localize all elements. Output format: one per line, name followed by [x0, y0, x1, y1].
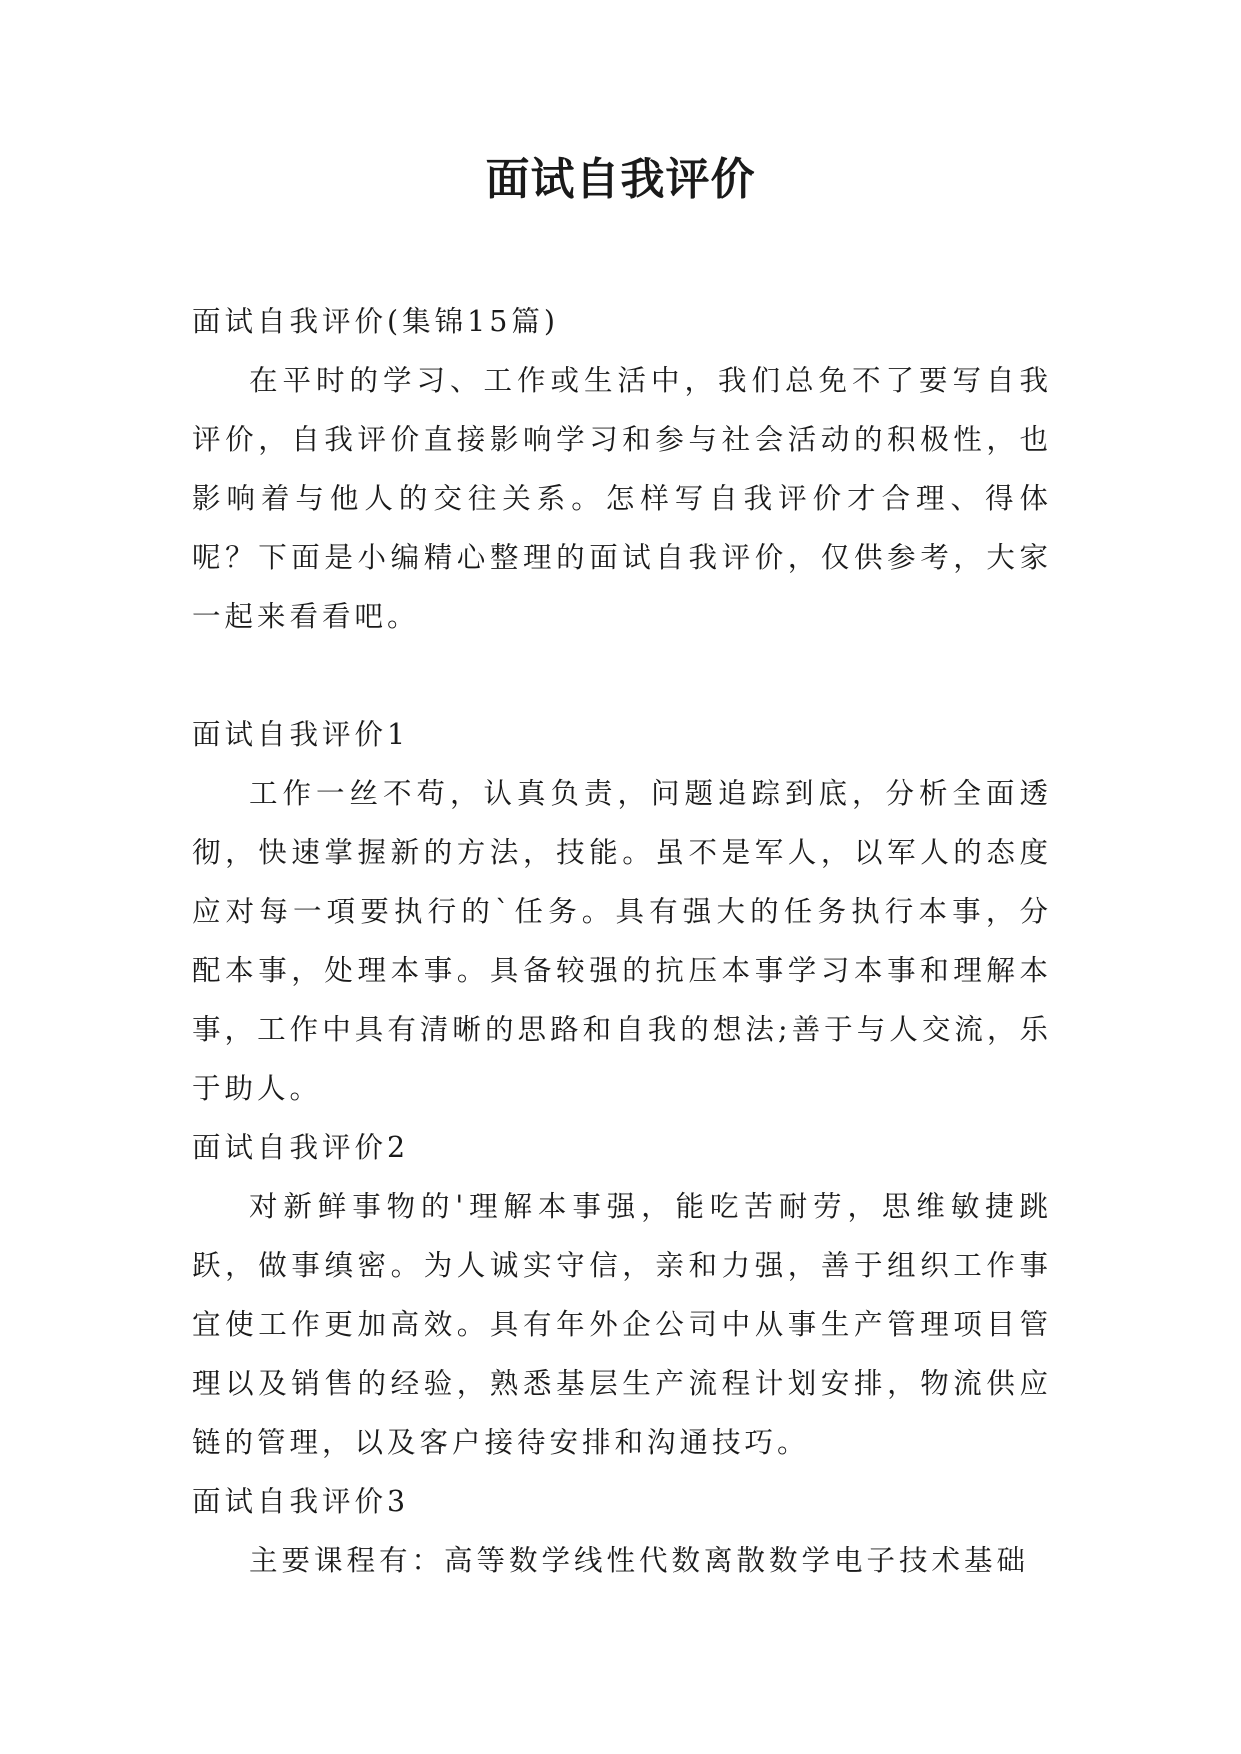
paragraph-spacer	[192, 646, 1052, 705]
document-body	[192, 292, 1052, 1590]
section-paragraph-2: 对新鲜事物的'理解本事强，能吃苦耐劳，思维敏捷跳跃，做事缜密。为人诚实守信，亲和力强，善于组织工作事宜使工作更加高效。具有年外企公司中从事生产管理项目管理以及销售的经验，熟悉基层生产流程计划安排，物流供应链的管理，以及客户接待安排和沟通技巧。	[192, 1190, 1052, 1459]
section-heading-2: 面试自我评价2	[192, 1131, 410, 1164]
section-heading-1: 面试自我评价1	[192, 718, 410, 751]
section-paragraph-3: 主要课程有：高等数学线性代数离散数学电子技术基础	[249, 1544, 1030, 1577]
document-title: 面试自我评价	[485, 154, 756, 205]
section-paragraph-1: 工作一丝不苟，认真负责，问题追踪到底，分析全面透彻，快速掌握新的方法，技能。虽不是军人，以军人的态度应对每一項要执行的`任务。具有强大的任务执行本事，分配本事，处理本事。具备较强的抗压本事学习本事和理解本事，工作中具有清晰的思路和自我的想法;善于与人交流，乐于助人。	[192, 777, 1052, 1105]
intro-paragraph: 在平时的学习、工作或生活中，我们总免不了要写自我评价，自我评价直接影响学习和参与社会活动的积极性，也影响着与他人的交往关系。怎样写自我评价才合理、得体呢？下面是小编精心整理的面试自我评价，仅供参考，大家一起来看看吧。	[192, 364, 1052, 633]
document-subtitle: 面试自我评价(集锦15篇)	[192, 305, 560, 338]
section-heading-3: 面试自我评价3	[192, 1485, 410, 1518]
